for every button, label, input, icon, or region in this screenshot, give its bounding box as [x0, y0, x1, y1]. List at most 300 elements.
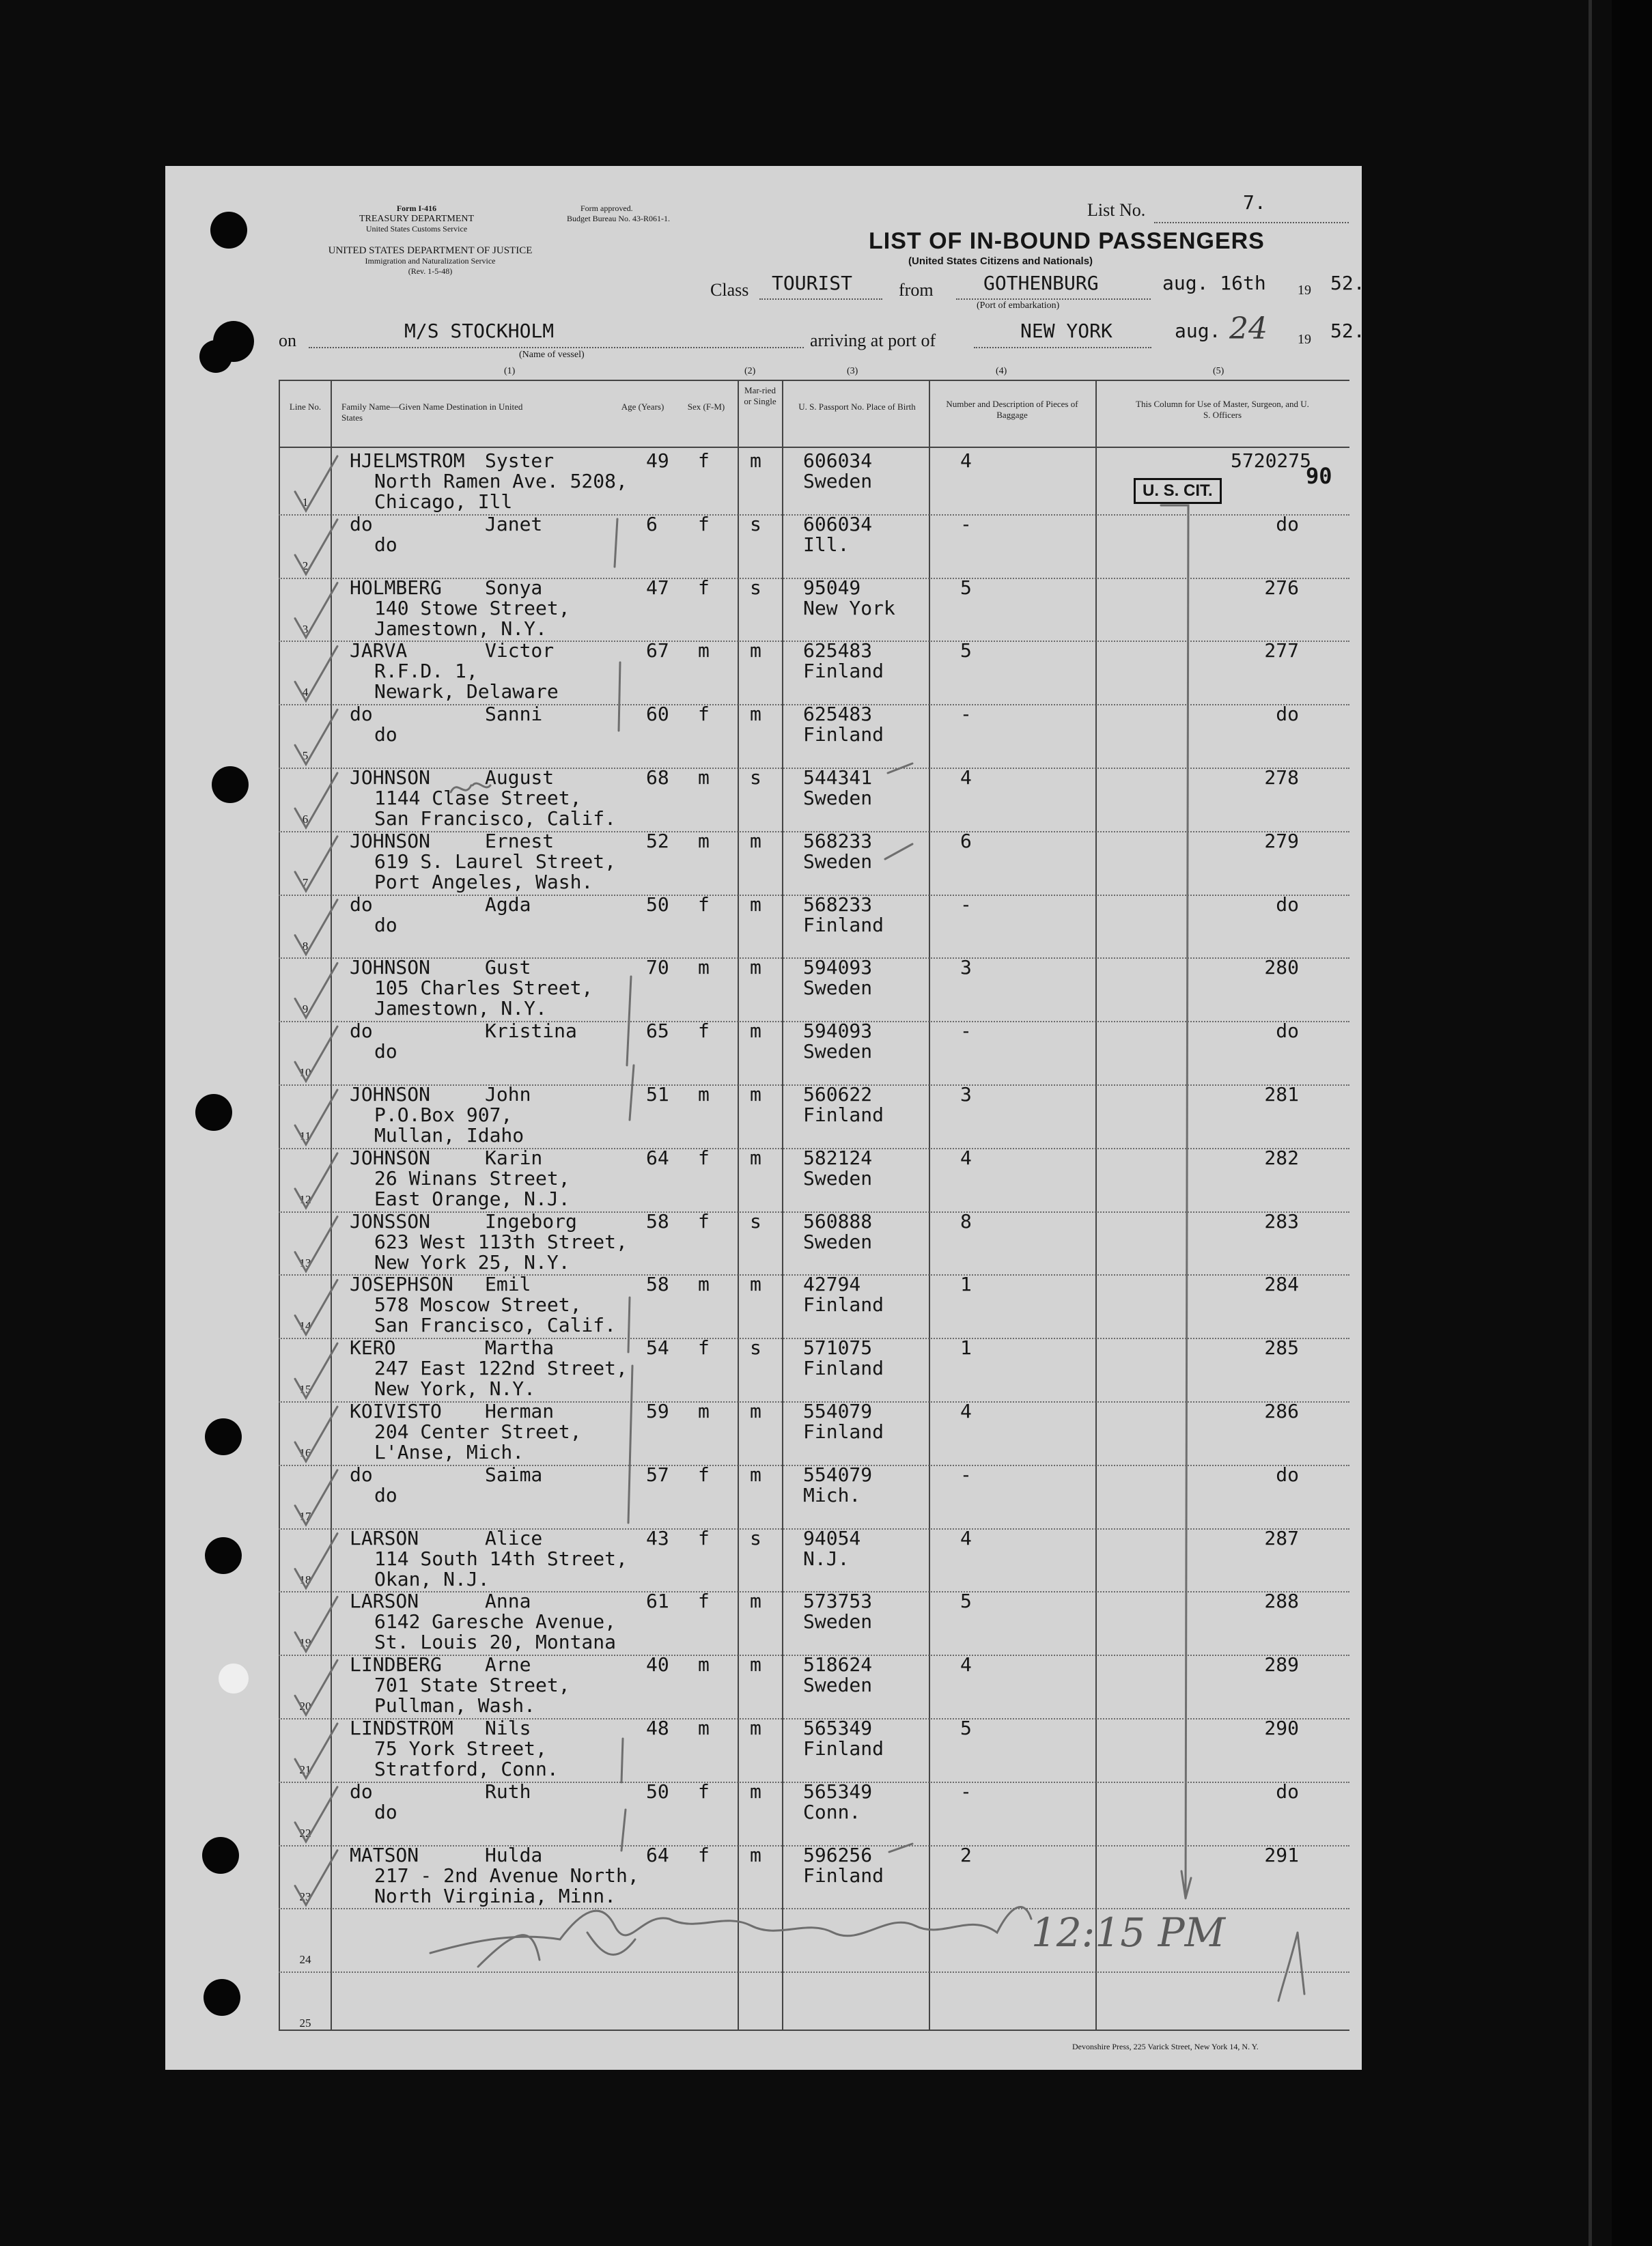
officer-number: do [1276, 703, 1299, 726]
baggage-count: 1 [960, 1336, 972, 1360]
table-left-border [279, 380, 280, 2031]
baggage-count: 4 [960, 449, 972, 472]
sex: m [698, 956, 710, 979]
destination-line-1: 217 - 2nd Avenue North, [374, 1864, 639, 1887]
destination-line-1: 140 Stowe Street, [374, 596, 570, 619]
form-revision: (Rev. 1-5-48) [408, 266, 453, 276]
us-citizen-stamp: U. S. CIT. [1134, 478, 1222, 504]
destination-line-1: do [374, 533, 397, 556]
age: 47 [646, 576, 669, 599]
sex: f [698, 1780, 710, 1803]
line-number: 20 [299, 1700, 311, 1713]
officer-number: do [1276, 1463, 1299, 1486]
marital-status: m [750, 1590, 761, 1613]
baggage-count: 3 [960, 1083, 972, 1106]
destination-line-2: Newark, Delaware [374, 680, 559, 703]
table-header-border [279, 447, 1349, 448]
age: 68 [646, 766, 669, 789]
marital-status: s [750, 576, 761, 599]
family-name: HJELMSTROM [350, 449, 465, 472]
place-of-birth: Finland [803, 660, 884, 683]
col-number-1: (1) [504, 366, 516, 376]
page-subtitle: (United States Citizens and Nationals) [908, 255, 1093, 267]
passport-no: 606034 [803, 449, 873, 472]
vessel-caption: (Name of vessel) [519, 350, 585, 360]
baggage-count: - [960, 512, 972, 535]
header-sex: Sex (F-M) [687, 402, 725, 412]
officer-number: 280 [1264, 956, 1299, 979]
destination-line-1: 578 Moscow Street, [374, 1293, 582, 1317]
baggage-count: 4 [960, 1653, 972, 1676]
officer-number: 281 [1264, 1083, 1299, 1106]
family-name: JONSSON [350, 1209, 431, 1233]
col-divider [1095, 380, 1097, 2031]
passport-no: 625483 [803, 639, 873, 662]
passport-no: 568233 [803, 829, 873, 852]
passport-no: 94054 [803, 1526, 861, 1549]
baggage-count: - [960, 1780, 972, 1803]
from-line [956, 298, 1151, 300]
age: 43 [646, 1526, 669, 1549]
destination-line-2: Jamestown, N.Y. [374, 617, 547, 640]
age: 49 [646, 449, 669, 472]
col-divider [929, 380, 930, 2031]
age: 54 [646, 1336, 669, 1360]
place-of-birth: Finland [803, 1104, 884, 1126]
age: 61 [646, 1590, 669, 1613]
family-name: JOSEPHSON [350, 1273, 453, 1296]
destination-line-2: Port Angeles, Wash. [374, 870, 593, 893]
family-name: MATSON [350, 1843, 419, 1866]
marital-status: m [750, 639, 761, 662]
marital-status: s [750, 1209, 761, 1233]
destination-line-1: 105 Charles Street, [374, 977, 593, 1000]
table-top-border [279, 380, 1349, 381]
printer-credit: Devonshire Press, 225 Varick Street, New York 14, N. Y. [1072, 2042, 1259, 2051]
place-of-birth: Sweden [803, 470, 873, 492]
place-of-birth: Sweden [803, 1610, 873, 1633]
given-name: Victor [485, 639, 555, 662]
passport-no: 554079 [803, 1463, 873, 1486]
sex: f [698, 449, 710, 472]
family-name: LINDSTROM [350, 1717, 453, 1739]
given-name: Syster [485, 449, 555, 472]
line-number: 25 [299, 2017, 311, 2030]
line-number: 12 [299, 1192, 311, 1206]
officer-number: 290 [1264, 1717, 1299, 1739]
given-name: Ingeborg [485, 1209, 577, 1233]
place-of-birth: Sweden [803, 787, 873, 809]
line-number: 16 [299, 1446, 311, 1459]
line-number: 7 [302, 875, 309, 889]
destination-line-1: 247 East 122nd Street, [374, 1357, 628, 1380]
marital-status: m [750, 1083, 761, 1106]
sex: f [698, 576, 710, 599]
passport-no: 560622 [803, 1083, 873, 1106]
col-divider [738, 380, 739, 2031]
marital-status: m [750, 1717, 761, 1739]
destination-line-2: San Francisco, Calif. [374, 1314, 617, 1337]
family-name: do [350, 1020, 373, 1043]
passport-no: 560888 [803, 1209, 873, 1233]
header-age: Age (Years) [621, 402, 664, 412]
place-of-birth: Sweden [803, 1040, 873, 1063]
baggage-count: - [960, 1463, 972, 1486]
destination-line-1: 114 South 14th Street, [374, 1547, 628, 1570]
header-married: Mar-ried or Single [744, 385, 776, 406]
family-name: JOHNSON [350, 766, 431, 789]
marital-status: m [750, 703, 761, 726]
line-number: 21 [299, 1763, 311, 1776]
baggage-count: - [960, 893, 972, 916]
family-name: KERO [350, 1336, 396, 1360]
line-number: 1 [302, 496, 309, 509]
destination-line-1: do [374, 723, 397, 746]
baggage-count: - [960, 703, 972, 726]
passport-no: 594093 [803, 1020, 873, 1043]
destination-line-1: 623 West 113th Street, [374, 1230, 628, 1253]
age: 48 [646, 1717, 669, 1739]
sex: f [698, 1336, 710, 1360]
marital-status: m [750, 1780, 761, 1803]
col-number-3: (3) [847, 366, 858, 376]
marital-status: m [750, 829, 761, 852]
given-name: August [485, 766, 555, 789]
given-name: Agda [485, 893, 531, 916]
officer-number: do [1276, 893, 1299, 916]
marital-status: s [750, 1526, 761, 1549]
baggage-count: 5 [960, 576, 972, 599]
destination-line-1: 204 Center Street, [374, 1420, 582, 1443]
class-value: TOURIST [772, 272, 853, 294]
destination-line-1: 75 York Street, [374, 1737, 547, 1760]
punch-hole [212, 766, 249, 803]
baggage-count: 4 [960, 1146, 972, 1169]
sex: m [698, 1400, 710, 1422]
arrival-day-handwritten: 24 [1229, 311, 1268, 346]
list-no-line [1154, 222, 1349, 223]
place-of-birth: Sweden [803, 1166, 873, 1190]
destination-line-1: 26 Winans Street, [374, 1166, 570, 1190]
family-name: LARSON [350, 1526, 419, 1549]
destination-line-2: Pullman, Wash. [374, 1694, 536, 1717]
family-name: LARSON [350, 1590, 419, 1613]
vessel-name: M/S STOCKHOLM [404, 320, 555, 342]
given-name: Arne [485, 1653, 531, 1676]
passport-no: 573753 [803, 1590, 873, 1613]
line-number: 9 [302, 1002, 309, 1016]
destination-line-1: do [374, 1040, 397, 1063]
punch-hole [205, 1537, 242, 1574]
given-name: Anna [485, 1590, 531, 1613]
given-name: Kristina [485, 1020, 577, 1043]
sex: f [698, 1020, 710, 1043]
destination-line-2: Jamestown, N.Y. [374, 997, 547, 1020]
officer-number: 287 [1264, 1526, 1299, 1549]
baggage-count: 4 [960, 1526, 972, 1549]
from-value: GOTHENBURG [983, 272, 1099, 294]
col-divider [331, 380, 332, 2031]
punch-hole [195, 1094, 232, 1131]
officer-number: 286 [1264, 1400, 1299, 1422]
destination-line-2: L'Anse, Mich. [374, 1441, 524, 1463]
officer-number: 284 [1264, 1273, 1299, 1296]
list-no-label: List No. [1087, 200, 1146, 220]
place-of-birth: Ill. [803, 533, 850, 556]
line-number: 3 [302, 622, 309, 636]
punch-hole [204, 1979, 240, 2016]
arrival-date-prefix: aug. [1175, 320, 1221, 342]
sex: m [698, 1083, 710, 1106]
given-name: Karin [485, 1146, 543, 1169]
justice-block [273, 246, 587, 277]
sex: f [698, 1843, 710, 1866]
baggage-count: - [960, 1020, 972, 1043]
sex: f [698, 1463, 710, 1486]
line-number: 5 [302, 749, 309, 763]
given-name: Hulda [485, 1843, 543, 1866]
sex: f [698, 1526, 710, 1549]
place-of-birth: Finland [803, 1293, 884, 1317]
family-name: do [350, 1780, 373, 1803]
signature-time: 12:15 PM [1031, 1909, 1225, 1956]
punch-hole [219, 1664, 249, 1694]
given-name: John [485, 1083, 531, 1106]
place-of-birth: Conn. [803, 1800, 861, 1823]
sex: f [698, 1590, 710, 1613]
line-number: 4 [302, 686, 309, 699]
destination-line-2: San Francisco, Calif. [374, 807, 617, 830]
justice-dept: UNITED STATES DEPARTMENT OF JUSTICE [328, 245, 533, 256]
marital-status: m [750, 449, 761, 472]
line-number: 2 [302, 559, 309, 572]
family-name: do [350, 1463, 373, 1486]
form-sheet [165, 166, 1362, 2070]
given-name: Ruth [485, 1780, 531, 1803]
sex: m [698, 1653, 710, 1676]
destination-line-2: North Virginia, Minn. [374, 1884, 617, 1907]
place-of-birth: Sweden [803, 977, 873, 1000]
age: 57 [646, 1463, 669, 1486]
place-of-birth: Sweden [803, 1674, 873, 1697]
destination-line-2: New York, N.Y. [374, 1377, 536, 1401]
passport-no: 596256 [803, 1843, 873, 1866]
officer-number: 288 [1264, 1590, 1299, 1613]
given-name: Emil [485, 1273, 531, 1296]
on-label: on [279, 331, 296, 350]
sex: f [698, 893, 710, 916]
punch-hole [210, 212, 247, 249]
line-number: 19 [299, 1636, 311, 1650]
passport-no: 606034 [803, 512, 873, 535]
place-of-birth: Finland [803, 1357, 884, 1380]
destination-line-2: East Orange, N.J. [374, 1187, 570, 1210]
header-officers: This Column for Use of Master, Surgeon, and U. S. Officers [1136, 399, 1309, 420]
destination-line-2: Mullan, Idaho [374, 1124, 524, 1147]
row-divider [279, 1971, 1349, 1973]
line-number: 18 [299, 1573, 311, 1586]
family-name: JOHNSON [350, 956, 431, 979]
officer-number: 278 [1264, 766, 1299, 789]
age: 58 [646, 1273, 669, 1296]
punch-hole [202, 1837, 239, 1874]
given-name: Janet [485, 512, 543, 535]
line-number: 13 [299, 1256, 311, 1269]
sex: m [698, 766, 710, 789]
destination-line-1: 701 State Street, [374, 1674, 570, 1697]
scan-edge [1588, 0, 1592, 2246]
officer-number: 283 [1264, 1209, 1299, 1233]
baggage-count: 6 [960, 829, 972, 852]
passport-no: 594093 [803, 956, 873, 979]
header-passport: U. S. Passport No. Place of Birth [798, 402, 916, 412]
given-name: Sanni [485, 703, 543, 726]
destination-line-1: 619 S. Laurel Street, [374, 850, 617, 873]
sex: m [698, 639, 710, 662]
destination-line-1: P.O.Box 907, [374, 1104, 513, 1126]
marital-status: s [750, 512, 761, 535]
destination-line-1: North Ramen Ave. 5208, [374, 470, 628, 492]
place-of-birth: Finland [803, 1737, 884, 1760]
budget-bureau: Budget Bureau No. 43-R061-1. [567, 214, 670, 223]
line-number: 22 [299, 1826, 311, 1840]
line-number: 8 [302, 939, 309, 953]
col-divider [782, 380, 783, 2031]
baggage-count: 2 [960, 1843, 972, 1866]
ins-service: Immigration and Naturalization Service [365, 256, 496, 266]
family-name: JOHNSON [350, 1083, 431, 1106]
table-bottom-border [279, 2030, 1349, 2031]
age: 60 [646, 703, 669, 726]
punch-hole [205, 1418, 242, 1455]
port-line [974, 347, 1151, 348]
family-name: do [350, 703, 373, 726]
departure-date: aug. 16th [1162, 272, 1266, 294]
passport-no: 568233 [803, 893, 873, 916]
age: 50 [646, 1780, 669, 1803]
line-number: 11 [299, 1129, 311, 1142]
destination-line-1: do [374, 913, 397, 936]
officer-number: do [1276, 1780, 1299, 1803]
baggage-count: 3 [960, 956, 972, 979]
place-of-birth: New York [803, 596, 895, 619]
col-number-4: (4) [996, 366, 1007, 376]
sex: f [698, 703, 710, 726]
line-number: 14 [299, 1319, 311, 1333]
marital-status: m [750, 1843, 761, 1866]
passport-no: 42794 [803, 1273, 861, 1296]
sex: f [698, 1146, 710, 1169]
family-name: LINDBERG [350, 1653, 442, 1676]
destination-line-1: do [374, 1800, 397, 1823]
age: 65 [646, 1020, 669, 1043]
line-number: 17 [299, 1509, 311, 1523]
officer-number: 276 [1264, 576, 1299, 599]
passport-no: 565349 [803, 1780, 873, 1803]
officer-number: 289 [1264, 1653, 1299, 1676]
place-of-birth: Finland [803, 1864, 884, 1887]
arriving-label: arriving at port of [810, 331, 936, 350]
scan-border [1612, 0, 1652, 2246]
age: 58 [646, 1209, 669, 1233]
form-info-block [314, 203, 519, 234]
age: 51 [646, 1083, 669, 1106]
sex: m [698, 1273, 710, 1296]
sex: f [698, 1209, 710, 1233]
officer-number: do [1276, 512, 1299, 535]
header-line-no: Line No. [289, 402, 322, 412]
family-name: do [350, 893, 373, 916]
given-name: Nils [485, 1717, 531, 1739]
baggage-count: 5 [960, 1590, 972, 1613]
passport-no: 544341 [803, 766, 873, 789]
marital-status: m [750, 1146, 761, 1169]
header-name: Family Name—Given Name Destination in United States [341, 402, 523, 423]
given-name: Martha [485, 1336, 555, 1360]
header-baggage: Number and Description of Pieces of Baggage [946, 399, 1078, 420]
line-number: 24 [299, 1953, 311, 1967]
form-approved: Form approved. [580, 203, 633, 213]
passport-no: 518624 [803, 1653, 873, 1676]
marital-status: m [750, 956, 761, 979]
baggage-count: 8 [960, 1209, 972, 1233]
age: 50 [646, 893, 669, 916]
family-name: JARVA [350, 639, 408, 662]
place-of-birth: N.J. [803, 1547, 850, 1570]
family-name: JOHNSON [350, 829, 431, 852]
marital-status: m [750, 1400, 761, 1422]
list-no-value: 7. [1243, 191, 1266, 214]
baggage-count: 4 [960, 766, 972, 789]
destination-line-1: do [374, 1483, 397, 1506]
officer-number: 285 [1264, 1336, 1299, 1360]
destination-line-2: St. Louis 20, Montana [374, 1631, 617, 1654]
form-number: Form I-416 [396, 203, 437, 213]
marital-status: s [750, 1336, 761, 1360]
marital-status: s [750, 766, 761, 789]
place-of-birth: Mich. [803, 1483, 861, 1506]
given-name: Alice [485, 1526, 543, 1549]
destination-line-2: Chicago, Ill [374, 490, 513, 513]
officer-number: 277 [1264, 639, 1299, 662]
family-name: do [350, 512, 373, 535]
year-prefix-2: 19 [1298, 332, 1311, 347]
destination-line-1: R.F.D. 1, [374, 660, 478, 683]
baggage-count: 5 [960, 1717, 972, 1739]
class-line [759, 298, 882, 300]
punch-hole [199, 340, 232, 373]
passport-no: 95049 [803, 576, 861, 599]
customs-service: United States Customs Service [365, 224, 468, 234]
class-label: Class [710, 280, 749, 300]
family-name: KOIVISTO [350, 1400, 442, 1422]
place-of-birth: Sweden [803, 1230, 873, 1253]
passport-no: 571075 [803, 1336, 873, 1360]
passport-no: 554079 [803, 1400, 873, 1422]
page-title: LIST OF IN-BOUND PASSENGERS [869, 228, 1265, 254]
place-of-birth: Finland [803, 1420, 884, 1443]
age: 70 [646, 956, 669, 979]
age: 40 [646, 1653, 669, 1676]
place-of-birth: Finland [803, 723, 884, 746]
officer-number: 279 [1264, 829, 1299, 852]
age: 59 [646, 1400, 669, 1422]
year-prefix-1: 19 [1298, 283, 1311, 298]
destination-line-1: 1144 Clase Street, [374, 787, 582, 809]
sex: m [698, 829, 710, 852]
passport-no: 582124 [803, 1146, 873, 1169]
from-label: from [899, 280, 934, 300]
